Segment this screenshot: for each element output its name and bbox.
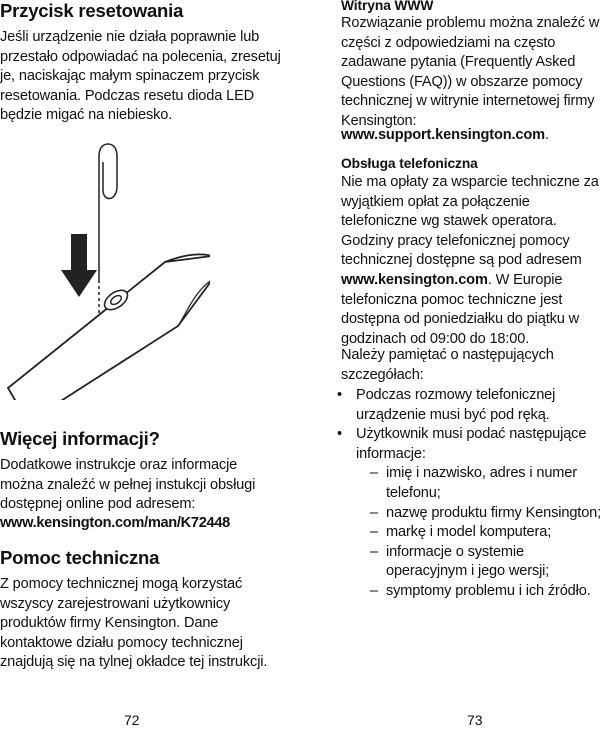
list-item-text: Użytkownik musi podać następujące informacje:	[356, 426, 587, 462]
sub-list-item-text: informacje o systemie operacyjnym i jego wersji;	[386, 543, 550, 580]
phone-text-part2: . W Europie telefoniczna pomoc techniczne jest dostępna od poniedziałku do piątku w godzinach od 09:00 do 18:00.	[341, 271, 580, 347]
sub-list-item	[370, 543, 606, 582]
www-text: Rozwiązanie problemu można znaleźć w części z odpowiedziami na często zadawane pytania (Frequently Asked Questions (FAQ)) w obszarze pomocy technicznej w witrynie internetowej firmy Kensington:	[341, 15, 600, 129]
requirements-list	[341, 384, 606, 602]
list-item	[341, 386, 606, 425]
www-url-period: .	[544, 127, 549, 143]
sub-list-item	[370, 523, 606, 543]
kensington-url-link[interactable]: www.kensington.com	[341, 271, 488, 288]
sub-list-item	[370, 504, 606, 524]
sub-list-item-text: symptomy problemu i ich źródło.	[386, 582, 591, 599]
list-item	[341, 425, 606, 601]
list-item-text: Podczas rozmowy telefonicznej urządzenie musi być pod ręką.	[356, 387, 556, 423]
sub-list-item-text: markę i model komputera;	[386, 524, 552, 541]
device-icon	[8, 254, 210, 400]
www-heading: Witryna WWW	[341, 0, 434, 13]
page-number-right: 73	[467, 712, 483, 728]
phone-heading: Obsługa telefoniczna	[341, 156, 478, 171]
note-intro: Należy pamiętać o następujących szczegółach:	[341, 347, 554, 383]
support-text: Z pomocy technicznej mogą korzystać wszyscy zarejestrowani użytkownicy produktów firmy Kensington. Dane kontaktowe działu pomocy technicznej znajdują się na tylnej okładce tej instrukcji.	[0, 576, 268, 671]
phone-text-part1: Nie ma opłaty za wsparcie techniczne za wyjątkiem opłat za połączenie telefoniczne wg stawek operatora. Godziny pracy telefonicznej pomocy technicznej dostępne są pod adresem	[341, 174, 599, 269]
more-info-heading: Więcej informacji?	[0, 428, 160, 449]
phone-text	[341, 173, 606, 349]
sub-list-item-text: imię i nazwisko, adres i numer telefonu;	[386, 465, 577, 501]
sub-list-item	[370, 582, 606, 602]
more-info-text: Dodatkowe instrukcje oraz informacje można znaleźć w pełnej instukcji obsługi dostępnej online pod adresem:	[0, 457, 256, 513]
sub-list-item	[370, 464, 606, 503]
reset-illustration	[0, 140, 210, 400]
sub-list-item-text: nazwę produktu firmy Kensington;	[386, 504, 602, 521]
support-heading: Pomoc techniczna	[0, 547, 160, 568]
support-url-link[interactable]: www.support.kensington.com	[341, 127, 545, 143]
paperclip-icon	[99, 144, 117, 315]
reset-heading: Przycisk resetowania	[0, 0, 184, 21]
manual-url-link[interactable]: www.kensington.com/man/K72448	[0, 515, 231, 531]
page-number-left: 72	[124, 712, 140, 728]
www-url-line	[341, 126, 606, 146]
reset-text: Jeśli urządzenie nie działa poprawnie lub przestało odpowiadać na polecenia, zresetuj je, naciskając małym spinaczem przycisk resetowania. Podczas resetu dioda LED będzie migać na niebiesko.	[0, 29, 281, 124]
down-arrow-icon	[61, 234, 97, 297]
